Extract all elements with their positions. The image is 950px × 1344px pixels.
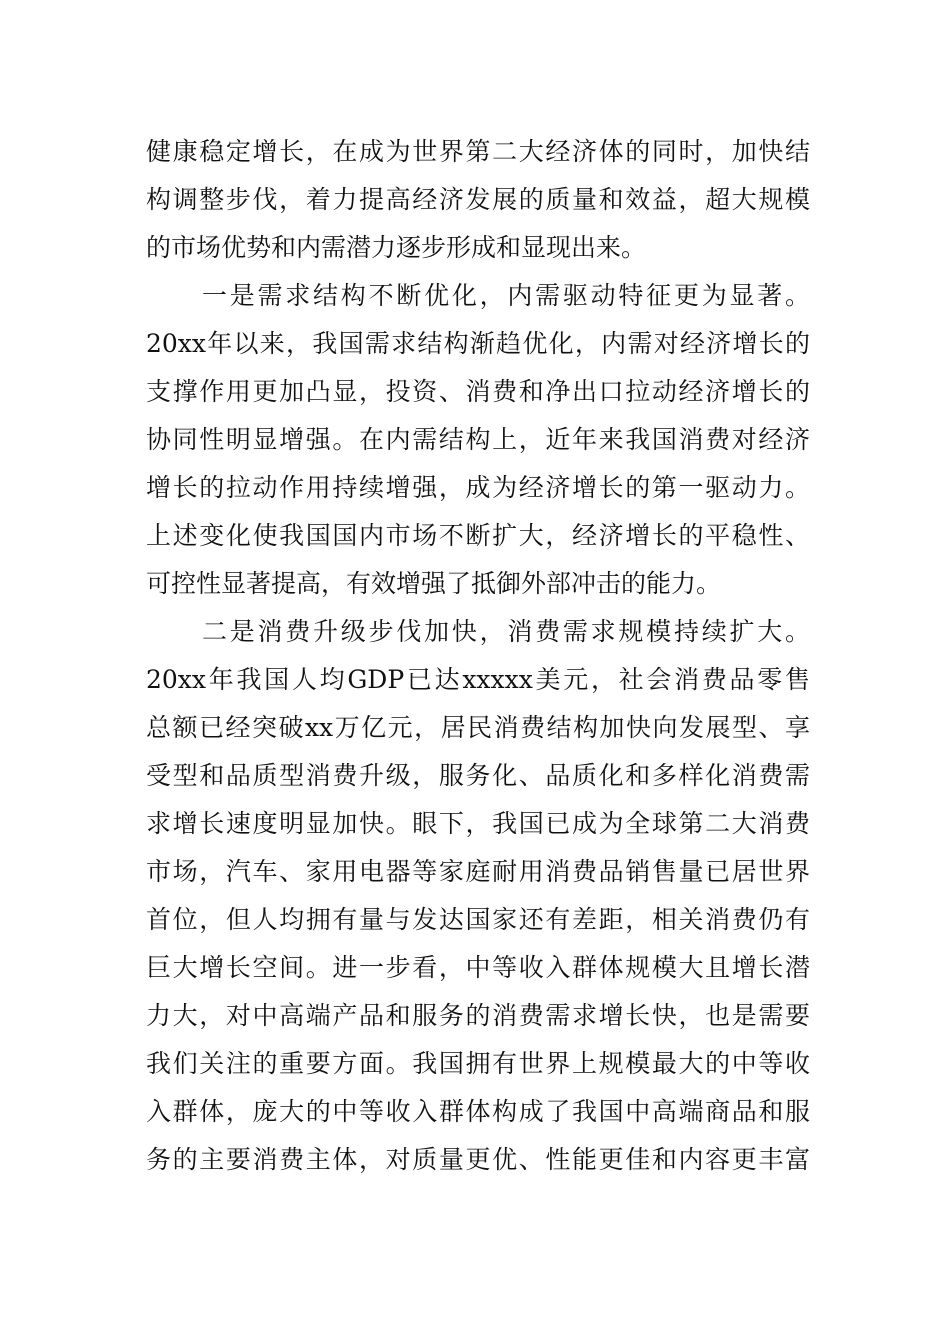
paragraph-3-line-10: 我们关注的重要方面。我国拥有世界上规模最大的中等收 <box>146 1049 810 1078</box>
paragraph-3-line-12: 务的主要消费主体，对质量更优、性能更佳和内容更丰富 <box>146 1145 810 1174</box>
document-body <box>146 128 810 1184</box>
paragraph-2-line-5: 增长的拉动作用持续增强，成为经济增长的第一驱动力。 <box>146 473 810 502</box>
paragraph-3-line-11: 入群体，庞大的中等收入群体构成了我国中高端商品和服 <box>146 1097 810 1126</box>
paragraph-2-line-2: 20xx年以来，我国需求结构渐趋优化，内需对经济增长的 <box>146 329 810 358</box>
paragraph-3-line-9: 力大，对中高端产品和服务的消费需求增长快，也是需要 <box>146 1001 810 1030</box>
paragraph-3-line-1: 二是消费升级步伐加快，消费需求规模持续扩大。 <box>202 617 810 646</box>
paragraph-2-line-4: 协同性明显增强。在内需结构上，近年来我国消费对经济 <box>146 425 810 454</box>
paragraph-2-line-6: 上述变化使我国国内市场不断扩大，经济增长的平稳性、 <box>146 521 810 550</box>
paragraph-2-line-3: 支撑作用更加凸显，投资、消费和净出口拉动经济增长的 <box>146 377 810 406</box>
paragraph-3-line-6: 市场，汽车、家用电器等家庭耐用消费品销售量已居世界 <box>146 857 810 886</box>
paragraph-3-line-7: 首位，但人均拥有量与发达国家还有差距，相关消费仍有 <box>146 905 810 934</box>
paragraph-3-line-5: 求增长速度明显加快。眼下，我国已成为全球第二大消费 <box>146 809 810 838</box>
paragraph-2-line-7: 可控性显著提高，有效增强了抵御外部冲击的能力。 <box>146 569 722 598</box>
paragraph-3-line-8: 巨大增长空间。进一步看，中等收入群体规模大且增长潜 <box>146 953 810 982</box>
paragraph-3-line-3: 总额已经突破xx万亿元，居民消费结构加快向发展型、享 <box>146 713 810 742</box>
paragraph-3-line-4: 受型和品质型消费升级，服务化、品质化和多样化消费需 <box>146 761 810 790</box>
paragraph-1-line-2: 构调整步伐，着力提高经济发展的质量和效益，超大规模 <box>146 185 810 214</box>
paragraph-1-line-1: 健康稳定增长，在成为世界第二大经济体的同时，加快结 <box>146 137 810 166</box>
paragraph-1-line-3: 的市场优势和内需潜力逐步形成和显现出来。 <box>146 233 647 262</box>
paragraph-2-line-1: 一是需求结构不断优化，内需驱动特征更为显著。 <box>202 281 810 310</box>
paragraph-3-line-2: 20xx年我国人均GDP已达xxxxx美元，社会消费品零售 <box>146 665 810 694</box>
